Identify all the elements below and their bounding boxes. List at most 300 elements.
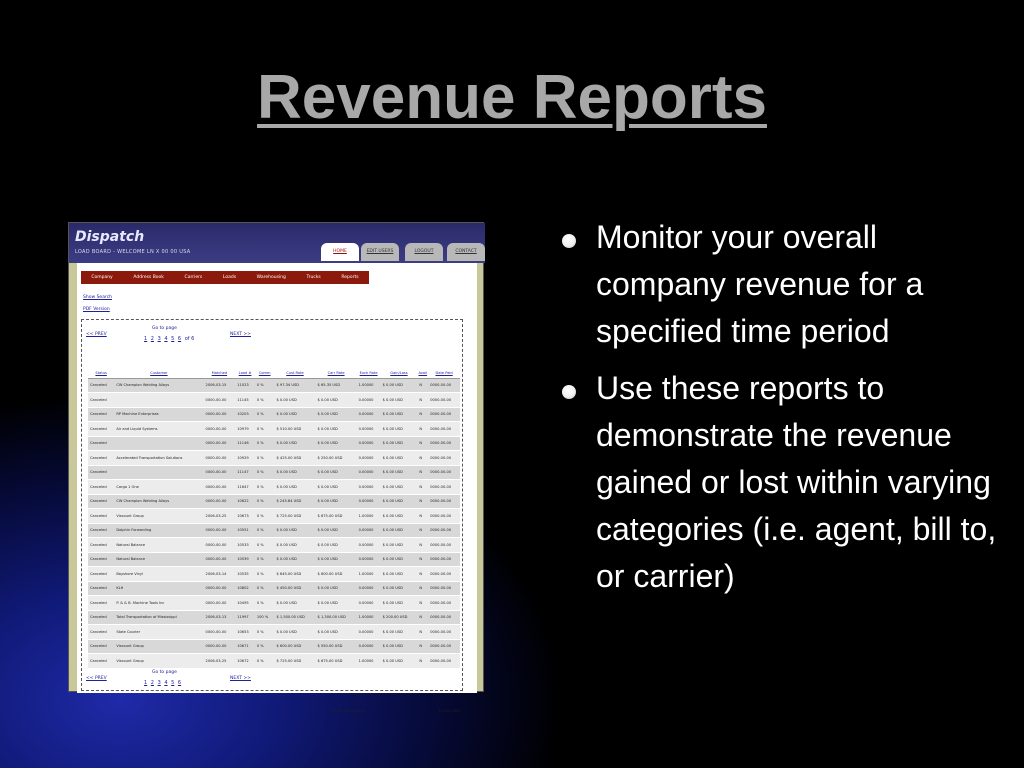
table-cell: $ 97.34 USD [274,378,315,393]
table-cell: 10539 [235,552,255,567]
table-cell: Canceled [88,596,114,611]
pending-payment-label: Pending Payment [332,708,366,713]
table-cell: 0 % [255,451,275,466]
table-cell: N [417,451,428,466]
prev-link-top[interactable]: << PREV [86,332,107,337]
table-cell: $ 0.00 USD [381,654,418,669]
table-cell: $ 0.00 USD [381,567,418,582]
table-cell: Canceled [88,465,114,480]
nav-warehousing[interactable]: Warehousing [256,275,286,280]
table-cell: Bayshore Vinyl [114,567,203,582]
table-cell: 100 % [255,610,275,625]
tab-edit-users[interactable]: EDIT USERS [361,243,399,261]
table-cell: 0 % [255,378,275,393]
table-cell: $ 245.84 USD [274,494,315,509]
table-cell: 0000-00-00 [428,480,460,495]
table-cell: 0.00000 [357,581,381,596]
table-cell: 0000-00-00 [204,581,236,596]
table-body [88,378,460,668]
column-header[interactable]: Customer [114,368,203,378]
table-cell: 0000-00-00 [204,538,236,553]
table-cell: $ 0.00 USD [316,538,357,553]
table-cell: $ 725.00 USD [274,509,315,524]
table-cell: $ 675.00 USD [316,654,357,669]
table-cell: 0000-00-00 [204,393,236,408]
column-header[interactable]: Status [88,368,114,378]
pending-payment-row [332,708,460,718]
table-cell: Canceled [88,523,114,538]
table-cell: 0.00000 [357,407,381,422]
table-cell [114,465,203,480]
column-header[interactable]: Cust Rate [274,368,315,378]
table-cell: 11023 [235,378,255,393]
go-to-page-label-bottom: Go to page [152,670,177,675]
table-row[interactable] [88,480,460,495]
table-cell: N [417,436,428,451]
table-cell: N [417,538,428,553]
table-cell: CW Champion Welding Alloys [114,378,203,393]
tab-contact[interactable]: CONTACT [447,243,485,261]
bullet-list [560,214,1000,610]
table-cell: 2006-03-25 [204,509,236,524]
welcome-line: LOAD BOARD - WELCOME LN X 00 00 USA [75,249,191,255]
table-cell: $ 0.00 USD [381,422,418,437]
table-cell: $ 0.00 USD [274,552,315,567]
bullet-text: Use these reports to demonstrate the revenue gained or lost within varying categories (i.e. agent, bill to, or carrier) [596,370,997,594]
table-cell: $ 600.00 USD [274,639,315,654]
column-header[interactable]: Date Paid [428,368,460,378]
table-cell: 0 % [255,523,275,538]
table-cell: $ 0.00 USD [381,393,418,408]
table-cell: 0000-00-00 [204,407,236,422]
table-cell: 0000-00-00 [204,625,236,640]
table-cell: 0000-00-00 [428,552,460,567]
page-link-6[interactable]: 6 [177,680,182,686]
table-cell: 1.00000 [357,610,381,625]
table-cell: 0.00000 [357,465,381,480]
table-cell: 0000-00-00 [204,639,236,654]
bullet-item [560,365,1000,600]
bullet-dot-icon [562,385,576,399]
table-cell: $ 0.00 USD [316,523,357,538]
table-cell: 0 % [255,654,275,669]
table-cell: 0 % [255,480,275,495]
table-cell: 0 % [255,494,275,509]
page-link-5[interactable]: 5 [171,680,175,686]
table-cell: 0000-00-00 [428,538,460,553]
table-cell: Canceled [88,422,114,437]
table-cell: $ 0.00 USD [381,538,418,553]
table-cell: Canceled [88,480,114,495]
pending-payment-value: $ 0.00 USD [438,708,460,713]
table-cell: $ 250.00 USD [316,451,357,466]
table-cell: $ 1,300.00 USD [316,610,357,625]
table-cell: 0000-00-00 [204,596,236,611]
pdf-version-link[interactable]: PDF Version [83,307,110,312]
table-cell: $ 0.00 USD [274,436,315,451]
table-cell: 11145 [235,393,255,408]
table-cell: Canceled [88,378,114,393]
table-cell: 10979 [235,422,255,437]
table-cell: 10673 [235,509,255,524]
table-cell: 10203 [235,407,255,422]
table-cell: 11997 [235,610,255,625]
table-cell: 0000-00-00 [204,552,236,567]
column-header[interactable]: Gain/Loss [381,368,418,378]
page-link-1[interactable]: 1 [144,336,148,342]
table-cell: $ 0.00 USD [381,465,418,480]
table-cell: 0 % [255,422,275,437]
table-cell: $ 65.35 USD [316,378,357,393]
table-cell: N [417,494,428,509]
table-cell: $ 0.00 USD [316,407,357,422]
table-cell: N [417,654,428,669]
table-row[interactable] [88,378,460,393]
table-cell: $ 510.00 USD [274,422,315,437]
table-cell: 10671 [235,639,255,654]
slide-title: Revenue Reports [257,63,767,132]
revenue-table [88,368,460,669]
table-cell: CW Champion Welding Alloys [114,494,203,509]
nav-company[interactable]: Company [91,275,113,280]
page-numbers-top [144,336,194,342]
table-cell: $ 0.00 USD [381,639,418,654]
table-cell: 2006-03-14 [204,567,236,582]
table-cell: N [417,552,428,567]
table-row[interactable] [88,436,460,451]
table-cell: 0000-00-00 [428,509,460,524]
dispatch-header [69,223,485,263]
table-cell: 2006-03-15 [204,378,236,393]
table-cell: $ 0.00 USD [316,581,357,596]
table-cell: $ 0.00 USD [274,523,315,538]
table-cell: $ 0.00 USD [274,538,315,553]
table-cell: 0000-00-00 [204,422,236,437]
table-cell: $ 0.00 USD [381,523,418,538]
next-link-bottom[interactable]: NEXT >> [230,676,251,681]
table-cell: Canceled [88,610,114,625]
table-cell: 0 % [255,538,275,553]
nav-carriers[interactable]: Carriers [184,275,203,280]
table-cell: 1.00000 [357,654,381,669]
table-cell: Canceled [88,538,114,553]
table-cell: 0 % [255,552,275,567]
table-cell: Canceled [88,567,114,582]
table-cell: 0000-00-00 [428,567,460,582]
table-cell: RP Machine Enterprises [114,407,203,422]
table-cell: $ 0.00 USD [316,422,357,437]
table-cell: 0 % [255,436,275,451]
bullet-item [560,214,1000,355]
column-header[interactable]: Comm [255,368,275,378]
table-cell [114,436,203,451]
table-cell: $ 0.00 USD [316,552,357,567]
table-cell: Canceled [88,451,114,466]
table-cell: $ 725.00 USD [274,654,315,669]
table-cell: $ 0.00 USD [381,407,418,422]
table-cell: 10653 [235,625,255,640]
dispatch-content [77,263,477,713]
table-cell: $ 0.00 USD [316,494,357,509]
table-cell: $ 0.00 USD [381,625,418,640]
prev-link-bottom[interactable]: << PREV [86,676,107,681]
table-cell: $ 0.00 USD [274,596,315,611]
table-row[interactable] [88,538,460,553]
table-cell: Cargo 1 One [114,480,203,495]
table-cell: $ 0.00 USD [274,465,315,480]
table-cell: $ 0.00 USD [381,552,418,567]
table-cell: N [417,625,428,640]
column-header[interactable]: Carr Rate [316,368,357,378]
table-cell: Canceled [88,393,114,408]
table-row[interactable] [88,422,460,437]
page-link-1[interactable]: 1 [144,680,148,686]
table-row[interactable] [88,465,460,480]
table-cell: 1.00000 [357,509,381,524]
table-cell: Canceled [88,654,114,669]
table-cell: 0.00000 [357,393,381,408]
table-cell: 0 % [255,596,275,611]
column-header[interactable]: Load # [235,368,255,378]
table-cell: $ 0.00 USD [316,393,357,408]
bullet-dot-icon [562,234,576,248]
table-cell: 10672 [235,654,255,669]
column-header[interactable]: Exch Rate [357,368,381,378]
table-cell: 0000-00-00 [428,596,460,611]
table-cell: P. & & B. Machine Tools Inc [114,596,203,611]
nav-trucks[interactable]: Trucks [306,275,321,280]
table-cell: $ 0.00 USD [381,436,418,451]
page-link-6[interactable]: 6 [177,336,182,342]
table-cell: 0000-00-00 [204,465,236,480]
table-cell: N [417,465,428,480]
bullet-text: Monitor your overall company revenue for a specified time period [596,219,924,349]
table-cell: 0000-00-00 [204,480,236,495]
table-row[interactable] [88,625,460,640]
table-cell: 0000-00-00 [428,654,460,669]
tab-home[interactable]: HOME [321,243,359,261]
table-cell: $ 550.00 USD [316,639,357,654]
table-cell: 0000-00-00 [428,407,460,422]
next-link-top[interactable]: NEXT >> [230,332,251,337]
table-cell: 0.00000 [357,451,381,466]
table-cell: 1.00000 [357,567,381,582]
table-row[interactable] [88,523,460,538]
table-cell: 0.00000 [357,596,381,611]
table-cell: 0000-00-00 [428,465,460,480]
table-cell: N [417,610,428,625]
table-cell: Air and Liquid Systems [114,422,203,437]
table-cell: 0000-00-00 [428,451,460,466]
table-cell: 0 % [255,407,275,422]
table-row[interactable] [88,639,460,654]
table-cell: 2006-03-13 [204,610,236,625]
table-cell: Natural Balance [114,552,203,567]
table-cell: Viscount Group [114,509,203,524]
table-cell: 0000-00-00 [428,581,460,596]
table-cell: Canceled [88,436,114,451]
table-cell: State Courier [114,625,203,640]
table-cell: 10551 [235,523,255,538]
table-cell: N [417,639,428,654]
table-row[interactable] [88,552,460,567]
table-row[interactable] [88,567,460,582]
table-cell: 10802 [235,581,255,596]
table-cell: 0 % [255,567,275,582]
table-cell: 0000-00-00 [428,625,460,640]
table-cell: $ 425.00 USD [274,451,315,466]
tab-logout[interactable]: LOGOUT [405,243,443,261]
page-link-3[interactable]: 3 [157,680,161,686]
table-cell: $ 0.00 USD [381,378,418,393]
page-link-3[interactable]: 3 [157,336,161,342]
dispatch-screenshot [68,222,484,713]
table-cell: 0000-00-00 [428,422,460,437]
table-cell: $ 0.00 USD [316,625,357,640]
table-row[interactable] [88,407,460,422]
table-cell: N [417,378,428,393]
table-cell: 10495 [235,596,255,611]
table-cell: 0000-00-00 [428,393,460,408]
table-cell: 0000-00-00 [204,436,236,451]
nav-address-book[interactable]: Address Book [133,275,164,280]
table-cell: Canceled [88,581,114,596]
nav-loads[interactable]: Loads [222,275,237,280]
table-cell: N [417,567,428,582]
table-cell: Viscount Group [114,639,203,654]
table-header-row [88,368,460,378]
report-frame [81,319,463,713]
table-cell: $ 450.00 USD [274,581,315,596]
table-cell: N [417,407,428,422]
table-cell: N [417,523,428,538]
table-cell [114,393,203,408]
table-cell: $ 0.00 USD [274,407,315,422]
table-cell: $ 0.00 USD [381,596,418,611]
table-row[interactable] [88,451,460,466]
table-cell: 0 % [255,465,275,480]
table-cell: 0.00000 [357,494,381,509]
table-cell: $ 0.00 USD [274,393,315,408]
table-cell: 0000-00-00 [428,494,460,509]
table-cell: $ 200.00 USD [381,610,418,625]
table-cell: N [417,596,428,611]
table-row[interactable] [88,393,460,408]
page-link-2[interactable]: 2 [150,680,154,686]
table-cell: 0000-00-00 [428,378,460,393]
main-nav [81,271,369,284]
table-cell: 2006-03-25 [204,654,236,669]
page-count: of 6 [184,336,195,342]
table-cell: $ 1,500.00 USD [274,610,315,625]
table-row[interactable] [88,610,460,625]
show-search-link[interactable]: Show Search [83,295,113,300]
table-cell: $ 0.00 USD [274,625,315,640]
table-cell: KLH [114,581,203,596]
table-cell: Total Transportation of Mississippi [114,610,203,625]
table-cell: N [417,581,428,596]
table-cell: $ 645.00 USD [274,567,315,582]
table-cell: 0 % [255,509,275,524]
table-cell: 0000-00-00 [428,523,460,538]
table-cell: Canceled [88,552,114,567]
table-cell: 11647 [235,480,255,495]
table-row[interactable] [88,581,460,596]
table-cell: $ 0.00 USD [381,509,418,524]
table-cell: $ 0.00 USD [381,581,418,596]
table-cell: 0000-00-00 [428,639,460,654]
table-cell: 0000-00-00 [204,451,236,466]
page-numbers-bottom [144,680,183,686]
table-cell: 0.00000 [357,625,381,640]
table-row[interactable] [88,654,460,669]
table-cell: $ 0.00 USD [381,451,418,466]
table-cell: 0 % [255,639,275,654]
table-cell: 1.00000 [357,378,381,393]
table-cell: $ 0.00 USD [316,465,357,480]
table-cell: 0.00000 [357,538,381,553]
page-link-2[interactable]: 2 [150,336,154,342]
page-link-4[interactable]: 4 [164,680,168,686]
go-to-page-label-top: Go to page [152,326,177,331]
table-cell: 0000-00-00 [204,494,236,509]
table-cell: 0 % [255,393,275,408]
column-header[interactable]: Avail [417,368,428,378]
table-cell: 10929 [235,451,255,466]
table-row[interactable] [88,494,460,509]
table-cell: 0.00000 [357,639,381,654]
table-cell: $ 600.00 USD [316,567,357,582]
table-cell: 0.00000 [357,436,381,451]
table-cell: 10622 [235,494,255,509]
table-cell: 0 % [255,581,275,596]
table-cell: $ 0.00 USD [381,494,418,509]
table-row[interactable] [88,509,460,524]
table-cell: 0.00000 [357,422,381,437]
table-cell: $ 675.00 USD [316,509,357,524]
table-row[interactable] [88,596,460,611]
table-cell: N [417,393,428,408]
column-header[interactable]: Matched [204,368,236,378]
table-cell: 0.00000 [357,480,381,495]
table-cell: $ 0.00 USD [316,436,357,451]
table-cell: Canceled [88,494,114,509]
table-cell: 10533 [235,538,255,553]
table-cell: Canceled [88,509,114,524]
table-cell: Natural Balance [114,538,203,553]
table-cell: Canceled [88,625,114,640]
table-cell: $ 0.00 USD [316,596,357,611]
table-cell: 11146 [235,436,255,451]
table-cell: 0000-00-00 [428,610,460,625]
table-cell: 11147 [235,465,255,480]
dispatch-logo: Dispatch [75,229,145,245]
table-cell: Accelerated Transportation Solutions [114,451,203,466]
nav-reports[interactable]: Reports [341,275,359,280]
table-cell: 10535 [235,567,255,582]
table-cell: Dolphin Forwarding [114,523,203,538]
table-cell: N [417,509,428,524]
table-cell: $ 0.00 USD [274,480,315,495]
table-cell: $ 0.00 USD [381,480,418,495]
page-link-4[interactable]: 4 [164,336,168,342]
page-link-5[interactable]: 5 [171,336,175,342]
table-cell: Canceled [88,407,114,422]
table-cell: 0000-00-00 [204,523,236,538]
table-cell: Canceled [88,639,114,654]
table-cell: 0.00000 [357,523,381,538]
table-cell: 0000-00-00 [428,436,460,451]
